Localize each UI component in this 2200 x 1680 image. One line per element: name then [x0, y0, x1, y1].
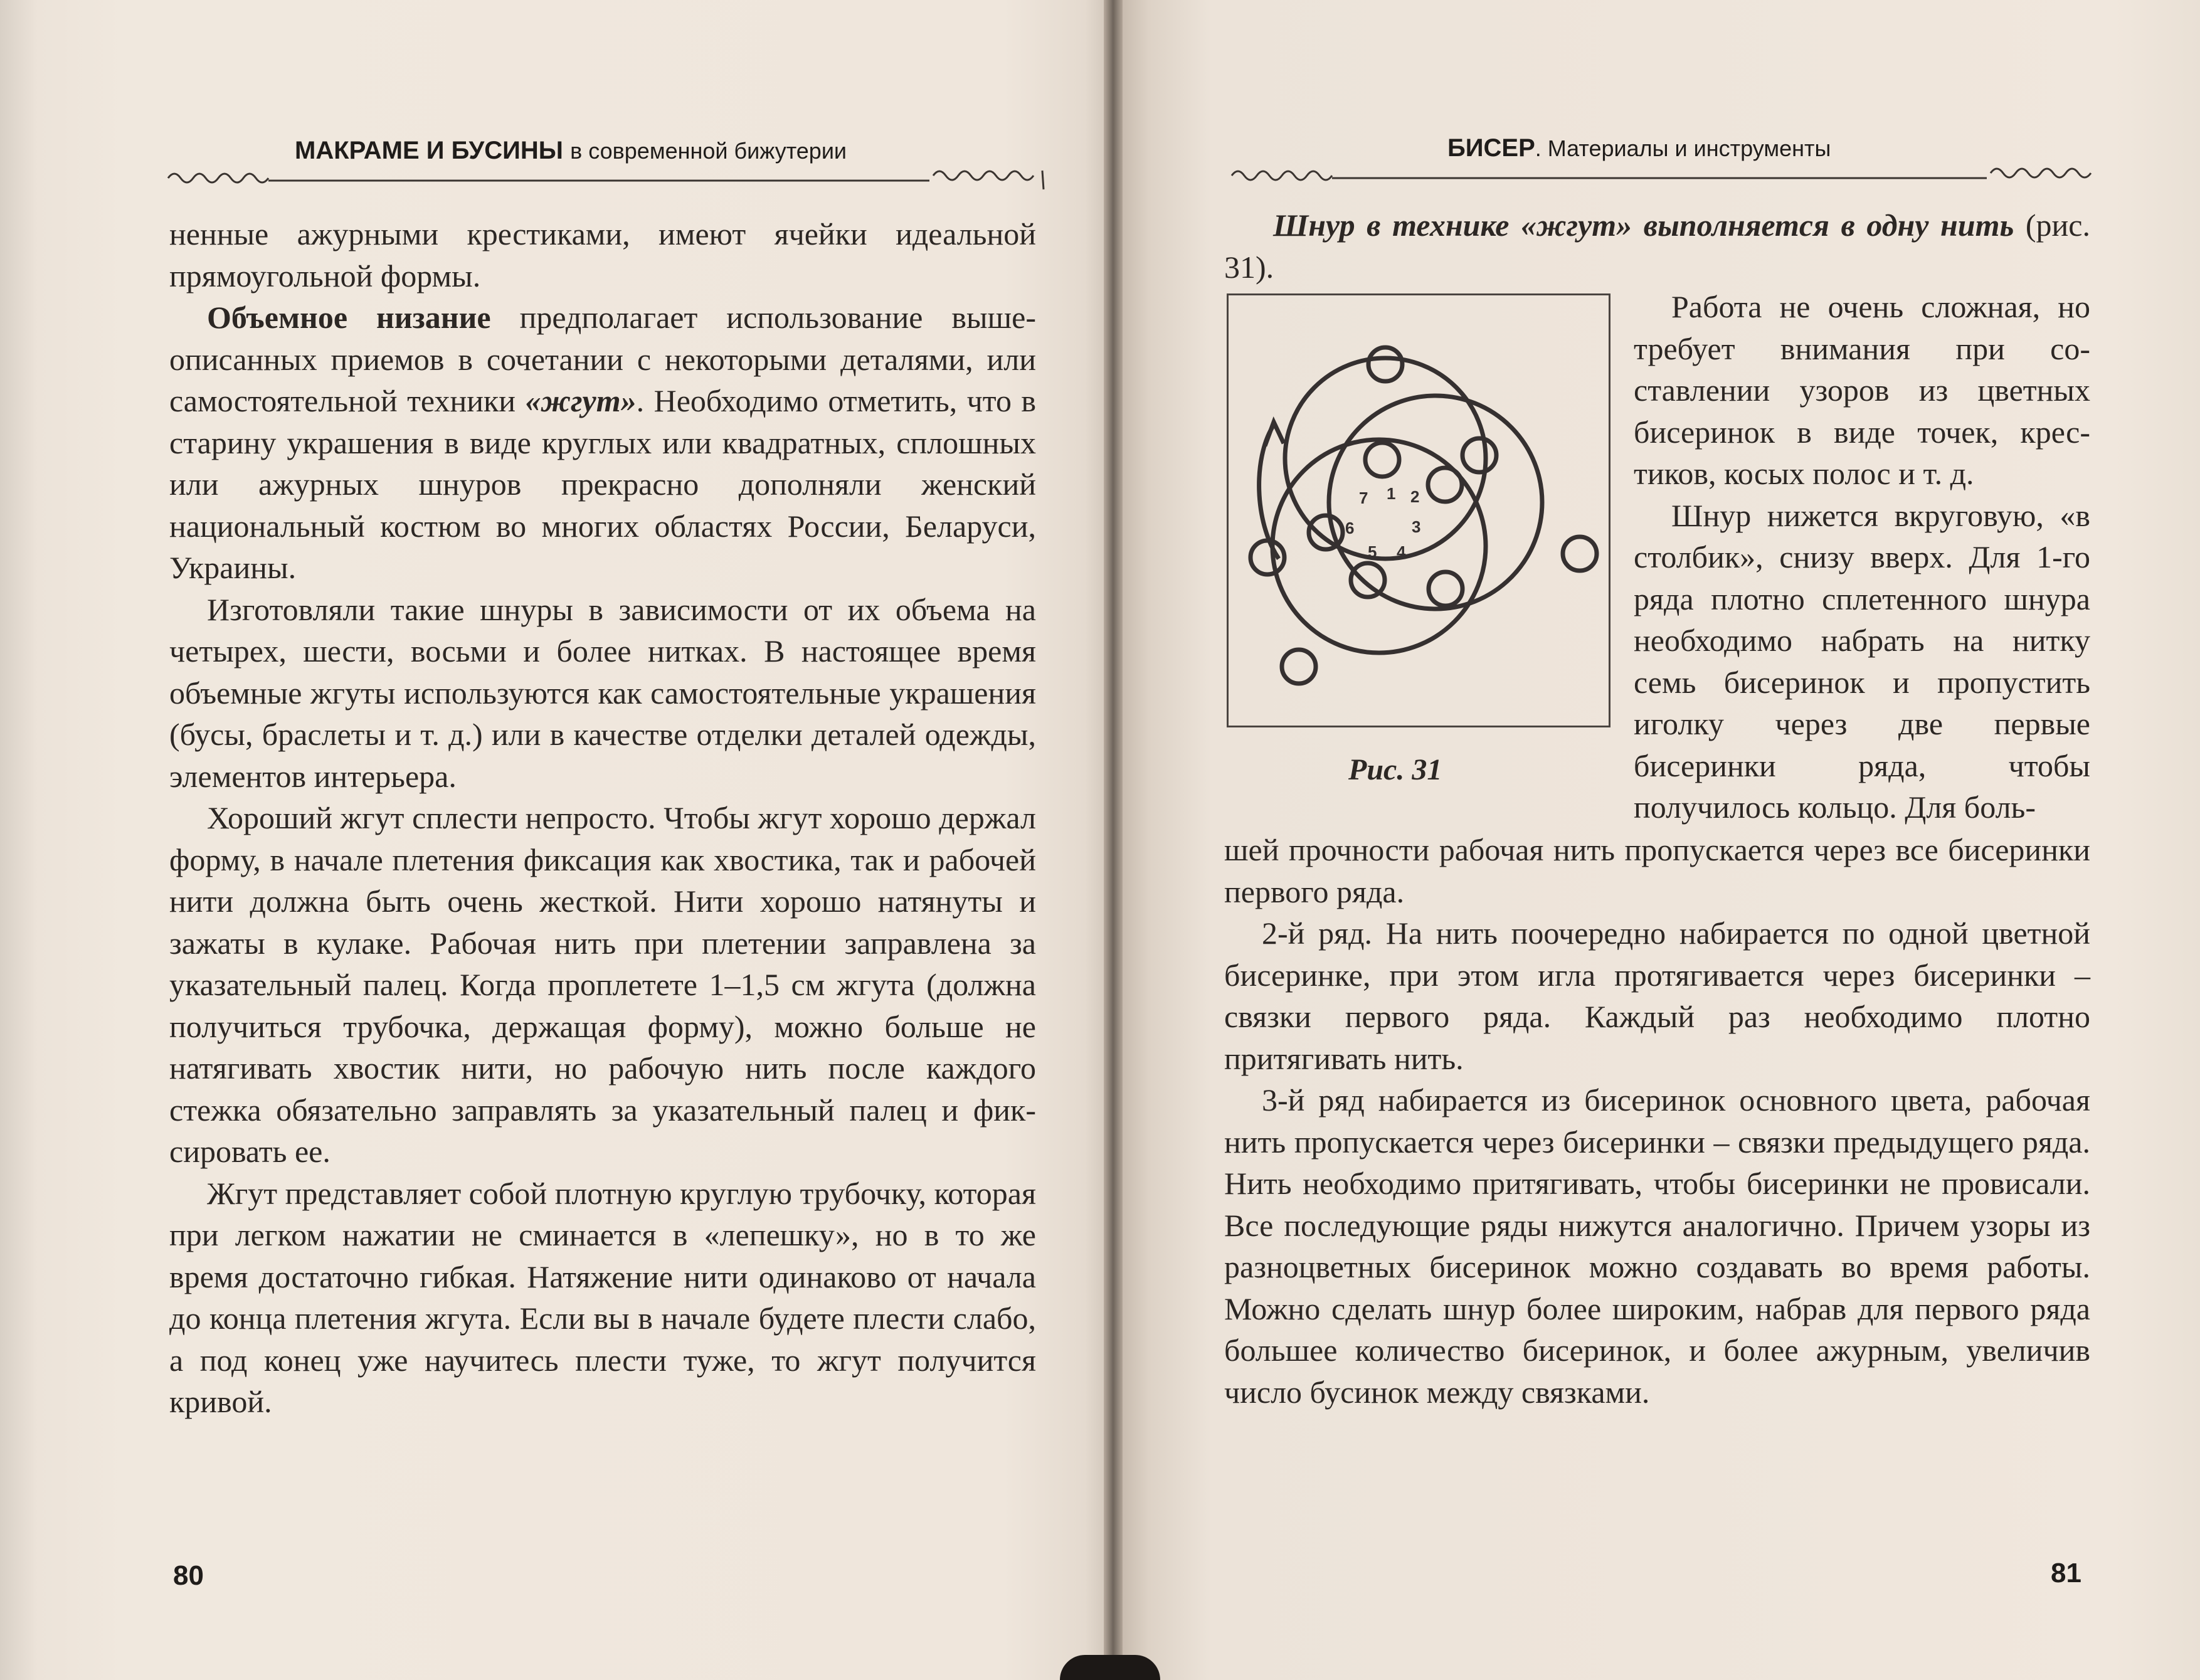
figure-31	[1227, 293, 1610, 727]
ornament-swirl-left	[168, 174, 268, 182]
bead-center-left	[1309, 515, 1343, 549]
running-head-right-caps: БИСЕР	[1447, 134, 1535, 162]
ornament-swirl-left	[1232, 171, 1332, 180]
body-paragraph	[169, 213, 1036, 297]
text-run: ненные ажурными крестиками, имеют ячейки идеальной прямоугольной формы.	[169, 216, 1036, 293]
running-head-left-rest: в современной бижутерии	[570, 138, 847, 164]
header-ornament-left	[164, 162, 1055, 193]
text-run: Хороший жгут сплести непросто. Чтобы жгут хорошо держал форму, в начале плетения фиксация как хвостика, так и рабочей нити должна быть очень жесткой. Нити хорошо натянуты и зажаты в кулаке. Рабочая нить при плетении заправлена за указательный палец. Когда проплетете 1–1,5 см жгута (должна получиться трубочка, держащая форму), можно больше не натягивать хвостик нити, но рабочую нить после каждого стежка обязательно заправлять за указательный палец и фиксировать ее.	[169, 800, 1036, 1169]
book-spine-shadow	[1060, 1655, 1160, 1680]
ornament-swirl-right	[933, 171, 1034, 180]
lead-rest-text: (рис. 31).	[1224, 208, 2090, 285]
folio-right: 81	[2051, 1558, 2081, 1588]
body-paragraph: 2-й ряд. На нить поочередно набирается по одной цветной бисеринке, при этом игла протягивается через бисеринки – связки первого ряда. Каждый раз необходимо плотно притягивать нить.	[1224, 916, 2090, 1076]
fig-number-7: 7	[1359, 489, 1368, 507]
body-paragraph	[169, 297, 1036, 589]
right-lead-paragraph	[1224, 204, 2090, 288]
header-ornament-right	[1228, 159, 2097, 191]
left-body-text	[169, 213, 1036, 1423]
text-run: Изготовляли такие шнуры в зависимости от их объема на четырех, шести, восьми и более нитках. В настоящее время объемные жгуты используются как самостоятельные украшения (бусы, браслеты и т. д.) или в качестве отделки деталей одежды, элементов интерьера.	[169, 591, 1036, 794]
bold-term: Объемное низание	[207, 300, 491, 335]
text-run: предполагает использование вышеописанных приемов в сочетании с некоторыми деталями, или самостоятельной техники	[169, 300, 1036, 418]
running-head-right-rest: . Материалы и инструменты	[1535, 135, 1831, 161]
right-body-text	[1224, 829, 2090, 1413]
bead-rope-diagram	[1229, 295, 1609, 726]
body-paragraph: шей прочности рабочая нить пропускается через все бисеринки первого ряда.	[1224, 832, 2090, 909]
text-run: . Необходимо отметить, что в старину украшения в виде круглых или квадратных, сплошных или ажурных шнуров прекрасно дополняли женский национальный костюм во многих областях России, Беларуси, Украины.	[169, 383, 1037, 585]
text-run: Жгут представляет собой плотную круглую трубочку, которая при легком нажатии не сминается в «лепешку», но в то же время достаточно гибкая. Натяжение нити одинаково от начала до конца плетения жгута. Если вы в начале будете плести слабо, а под конец уже научитесь плести туже, то жгут получится кривой.	[169, 1175, 1036, 1419]
bead-center-top	[1365, 443, 1399, 477]
folio-left: 80	[173, 1560, 204, 1591]
bead-center-right	[1428, 468, 1462, 502]
figure-side-text	[1634, 286, 2090, 828]
side-paragraph: Шнур нижется вкруговую, «в столбик», снизу вверх. Для 1-го ряда плотно сплетенного шнура необходимо набрать на нитку семь бисеринок и пропустить иголку через две первые бисеринки ряда, чтобы получилось кольцо. Для боль-	[1634, 497, 2090, 825]
fig-number-1: 1	[1387, 484, 1396, 503]
body-paragraph	[169, 797, 1036, 1173]
body-paragraph	[169, 1173, 1036, 1423]
running-head-left-caps: МАКРАМЕ И БУСИНЫ	[295, 137, 563, 164]
bead-right	[1563, 537, 1597, 571]
bead-top	[1368, 347, 1402, 381]
thread-arrowhead	[1265, 422, 1284, 446]
fig-number-6: 6	[1345, 519, 1355, 537]
ornament-swirl-right	[1991, 169, 2091, 177]
body-paragraph: 3-й ряд набирается из бисеринок основного цвета, рабочая нить пропускается через бисеринки – связки предыдущего ряда. Нить необходимо притягивать, чтобы бисеринки не провисали. Все последующие ряды нижутся аналогично. Причем узоры из разноцветных бисеринок можно создавать во время работы. Можно сделать шнур более широким, набрав для первого ряда большее количество бисеринок, и более ажурным, увеличив число бусинок между связками.	[1224, 1082, 2090, 1410]
bead-upper-right	[1462, 438, 1496, 472]
lead-italic-text: Шнур в технике «жгут» выполняется в одну нить	[1273, 208, 2014, 243]
fig-number-5: 5	[1368, 542, 1377, 561]
bead-bottom-left	[1282, 650, 1316, 684]
running-head-right	[1447, 134, 1831, 162]
bead-lower-center	[1351, 563, 1385, 597]
figure-caption: Рис. 31	[1348, 753, 1442, 786]
running-head-left	[295, 137, 847, 165]
book-spine	[1104, 0, 1123, 1680]
side-paragraph: Работа не очень сложная, но требует внимания при составлении узоров из цветных бисеринок в виде точек, крестиков, косых полос и т. д.	[1634, 289, 2090, 491]
italic-term: «жгут»	[525, 383, 637, 418]
fig-number-3: 3	[1412, 517, 1421, 536]
fig-number-2: 2	[1410, 487, 1420, 506]
bead-lower-right	[1429, 572, 1462, 606]
fig-number-4: 4	[1397, 542, 1406, 561]
body-paragraph	[169, 589, 1036, 798]
